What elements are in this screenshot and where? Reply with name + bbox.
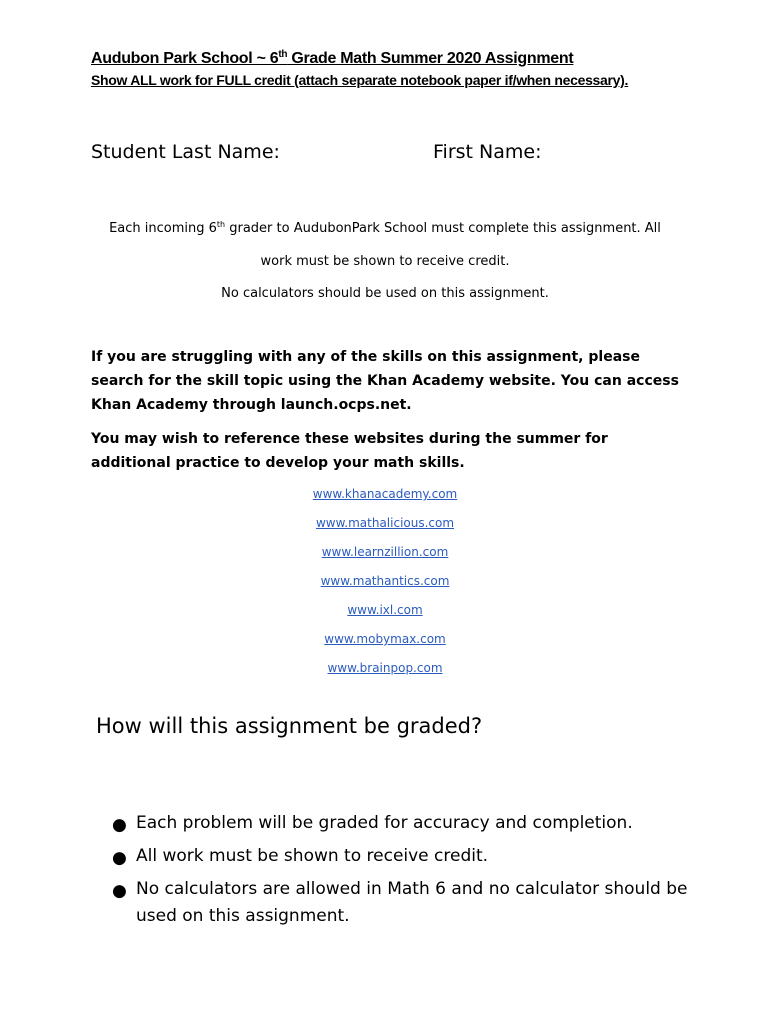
link-mathantics[interactable]: www.mathantics.com [320, 574, 450, 588]
intro-line-1 [90, 221, 680, 236]
assignment-subtitle: Show ALL work for FULL credit (attach separate notebook paper if/when necessary). [91, 72, 629, 88]
intro-line-1-part1: Each incoming 6 [109, 221, 217, 236]
link-mobymax[interactable]: www.mobymax.com [324, 632, 446, 646]
bullet-icon: ● [112, 881, 127, 901]
list-item [112, 843, 692, 870]
list-item-text: All work must be shown to receive credit. [136, 846, 489, 866]
link-ixl[interactable]: www.ixl.com [347, 603, 423, 617]
assignment-title [91, 50, 573, 68]
student-last-name-label: Student Last Name: [91, 141, 280, 163]
first-name-label: First Name: [433, 141, 542, 163]
help-paragraph-websites: You may wish to reference these websites during the summer for additional practice to develop your math skills. [91, 431, 608, 471]
grading-bullet-list [112, 810, 692, 936]
list-item-text: No calculators are allowed in Math 6 and no calculator should be used on this assignment. [136, 879, 688, 926]
title-part1: Audubon Park School ~ 6 [91, 50, 279, 67]
list-item-text: Each problem will be graded for accuracy and completion. [136, 813, 633, 833]
intro-line-2: work must be shown to receive credit. [260, 254, 510, 269]
grading-heading: How will this assignment be graded? [96, 714, 483, 738]
bullet-icon: ● [112, 848, 127, 868]
link-mathalicious[interactable]: www.mathalicious.com [315, 516, 455, 530]
intro-line-1-part2: grader to AudubonPark School must complete this assignment. All [225, 221, 661, 236]
help-paragraph-khan: If you are struggling with any of the skills on this assignment, please search for the skill topic using the Khan Academy website. You can access Khan Academy through launch.ocps.net. [91, 349, 679, 413]
link-brainpop[interactable]: www.brainpop.com [327, 661, 443, 675]
list-item [112, 810, 692, 837]
title-part2: Grade Math Summer 2020 Assignment [287, 50, 574, 67]
bullet-icon: ● [112, 815, 127, 835]
link-learnzillion[interactable]: www.learnzillion.com [321, 545, 449, 559]
intro-superscript: th [216, 220, 226, 229]
title-superscript: th [278, 49, 288, 60]
link-khanacademy[interactable]: www.khanacademy.com [312, 487, 458, 501]
list-item [112, 876, 692, 930]
intro-line-3: No calculators should be used on this assignment. [221, 286, 549, 301]
